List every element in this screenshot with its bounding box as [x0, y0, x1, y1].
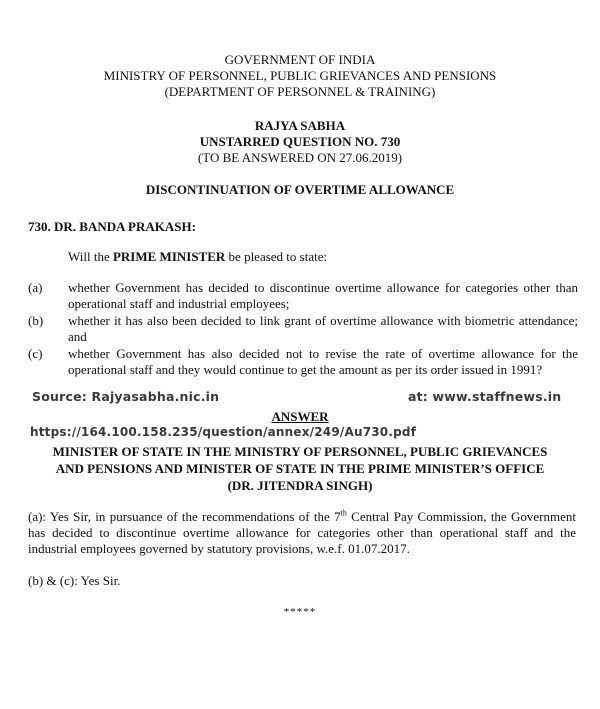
answer-a-rest: Central Pay Commission, the Government has decided to discontinue overtime allowance for categories other than operational staff and the industrial employees governed by statutory provisions, w.e.f. 01.07.2017.: [28, 509, 576, 556]
minister-name: (DR. JITENDRA SINGH): [227, 478, 373, 493]
answer-a-prefix: (a): Yes Sir, in pursuance of the recommendations of the 7: [28, 509, 341, 524]
answer-date: (TO BE ANSWERED ON 27.06.2019): [197, 150, 403, 165]
source-watermark: Source: Rajyasabha.nic.in: [32, 389, 220, 404]
item-label: (a): [28, 280, 43, 295]
end-mark: *****: [283, 606, 317, 618]
minister-line-1: MINISTER OF STATE IN THE MINISTRY OF PERSONNEL, PUBLIC GRIEVANCES: [52, 444, 548, 459]
question-item: [28, 346, 578, 390]
item-text: whether Government has also decided not to revise the rate of overtime allowance for the operational staff and they would continue to get the amount as per its order issued in 1991?: [68, 346, 578, 377]
ministry-line: MINISTRY OF PERSONNEL, PUBLIC GRIEVANCES AND PENSIONS: [103, 68, 497, 83]
intro-addressee: PRIME MINISTER: [112, 249, 226, 264]
house-name: RAJYA SABHA: [254, 118, 346, 133]
question-number: UNSTARRED QUESTION NO. 730: [199, 134, 401, 149]
item-text: whether it has also been decided to link grant of overtime allowance with biometric attendance; and: [68, 313, 578, 344]
answer-a-superscript: th: [340, 508, 347, 518]
site-watermark: at: www.staffnews.in: [408, 389, 562, 404]
answer-heading: ANSWER: [271, 409, 329, 424]
item-label: (b): [28, 313, 44, 328]
sabha-block: [0, 118, 600, 166]
government-line: GOVERNMENT OF INDIA: [224, 52, 376, 67]
questioner: 730. DR. BANDA PRAKASH:: [28, 219, 196, 234]
subject-title: DISCONTINUATION OF OVERTIME ALLOWANCE: [145, 182, 455, 197]
item-label: (c): [28, 346, 43, 361]
department-line: (DEPARTMENT OF PERSONNEL & TRAINING): [164, 84, 436, 99]
answer-a: [28, 509, 576, 557]
question-intro: [68, 249, 327, 265]
minister-line-2: AND PENSIONS AND MINISTER OF STATE IN THE PRIME MINISTER’S OFFICE: [55, 461, 545, 476]
minister-block: [0, 443, 600, 494]
intro-suffix: be pleased to state:: [225, 249, 328, 264]
answer-bc: (b) & (c): Yes Sir.: [28, 573, 121, 588]
item-text: whether Government has decided to discontinue overtime allowance for categories other than operational staff and industrial employees;: [68, 280, 578, 311]
source-url: https://164.100.158.235/question/annex/249/Au730.pdf: [30, 425, 417, 439]
intro-prefix: Will the: [68, 249, 113, 264]
document-header: [0, 52, 600, 100]
